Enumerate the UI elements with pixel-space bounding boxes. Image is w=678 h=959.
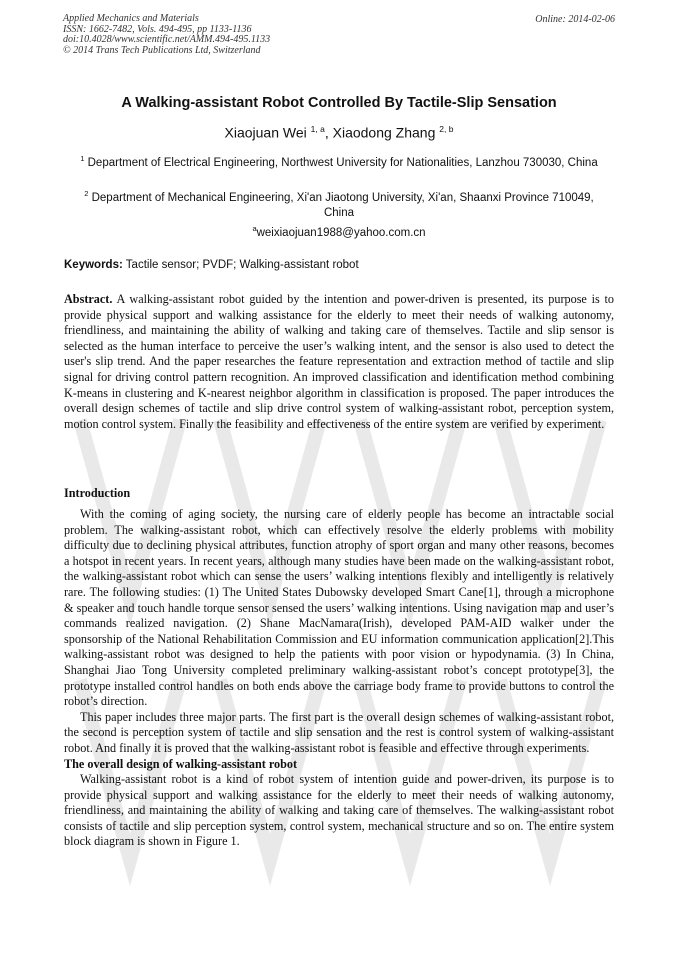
abstract-text: A walking-assistant robot guided by the intention and power-driven is presented, its purpose is to provide physical support and walking assistance for the elderly to meet their needs of walking autonomy, friendliness, and maintaining the ability of walking and taking care of themselves. Tactile and slip sensor is selected as the human interface to perceive the user’s walking intent, and the sensor is also used to detect the user's slip trend. And the paper researches the feature representation and extraction method of tactile and slip signal for driving control pattern recognition. An improved classification and identification method combining K-means in clustering and K-nearest neighbor algorithm in classification is proposed. The paper introduces the overall design schemes of tactile and slip drive control system of walking-assistant robot, perception system, motion control system. Finally the feasibility and effectiveness of the entire system are verified by experiment. (64, 292, 615, 431)
paragraph: Walking-assistant robot is a kind of robot system of intention guide and power-driven, its purpose is to provide physical support and walking assistance for the elderly to meet their needs of walking autonomy, friendliness, and maintaining the ability of walking and taking care of themselves. The walking-assistant robot consists of tactile and slip perception system, control system, mechanical structure and so on. The entire system block diagram is shown in Figure 1. (64, 772, 614, 849)
abstract-label: Abstract. (64, 292, 113, 306)
affiliation-text: Department of Mechanical Engineering, Xi'an Jiaotong University, Xi'an, Shaanxi Province 710049, China (91, 191, 594, 219)
keywords-label: Keywords: (64, 259, 123, 271)
affiliation-marker: 1 (80, 154, 85, 163)
copyright-line: © 2014 Trans Tech Publications Ltd, Switzerland (63, 44, 261, 56)
author-email (0, 224, 678, 239)
online-date: Online: 2014-02-06 (535, 14, 615, 25)
journal-header (63, 14, 270, 56)
author-name: Xiaojuan Wei (224, 124, 307, 141)
email-marker: a (252, 224, 257, 233)
abstract (64, 292, 614, 432)
keywords (64, 259, 359, 271)
affiliation-marker: 2 (84, 189, 89, 198)
affiliation (70, 186, 608, 221)
issn-line: ISSN: 1662-7482, Vols. 494-495, pp 1133-1136 (63, 23, 252, 35)
author-affil-marker: 2, b (439, 124, 454, 134)
email-address: weixiaojuan1988@yahoo.com.cn (256, 226, 426, 239)
author-list (0, 124, 678, 141)
affiliation (70, 151, 608, 171)
keywords-text: Tactile sensor; PVDF; Walking-assistant robot (125, 259, 359, 271)
body-text (64, 507, 614, 850)
paragraph: With the coming of aging society, the nursing care of elderly people has become an intractable social problem. The walking-assistant robot, which can effectively resolve the elderly problems with mobility difficulty due to declining physical attributes, function atrophy of sport organ and many other reasons, becomes a hotspot in recent years. In recent years, although many studies have been made on the walking-assistant robot, the walking-assistant robot which can sense the users’ walking intentions flexibly and intelligently is relatively rare. The following studies: (1) The United States Dubowsky developed Smart Cane[1], through a microphone & speaker and touch handle torque sensor sensed the users’ walking intentions. Using navigation map and user’s commands realized navigation. (2) Shane MacNamara(Irish), developed PAM-AID walker under the sponsorship of the National Rehabilitation Commission and EU information communication application[2].This walking-assistant robot was designed to help the patients with poor vision or hypodynamia. (3) In China, Shanghai Jiao Tong University completed preliminary walking-assistant robot’s concept prototype[3], the prototype installed control handles on both ends above the carriage body frame to provide buttons to control the robot’s direction. (64, 507, 614, 709)
paper-title: A Walking-assistant Robot Controlled By Tactile-Slip Sensation (121, 95, 557, 111)
author-name: Xiaodong Zhang (332, 124, 436, 141)
doi-line: doi:10.4028/www.scientific.net/AMM.494-495.1133 (63, 34, 271, 45)
affiliation-text: Department of Electrical Engineering, Northwest University for Nationalities, Lanzhou 730030, China (87, 156, 598, 169)
author-affil-marker: 1, a (310, 124, 325, 134)
section-heading-overall-design: The overall design of walking-assistant robot (64, 756, 298, 771)
journal-name: Applied Mechanics and Materials (63, 13, 199, 24)
author-separator: , (324, 124, 333, 141)
paragraph: This paper includes three major parts. The first part is the overall design schemes of walking-assistant robot, the second is perception system of tactile and slip sensation and the rest is control system of walking-assistant robot. And finally it is proved that the walking-assistant robot is feasible and effective through experiments. (64, 709, 614, 755)
section-heading-introduction: Introduction (64, 486, 131, 500)
